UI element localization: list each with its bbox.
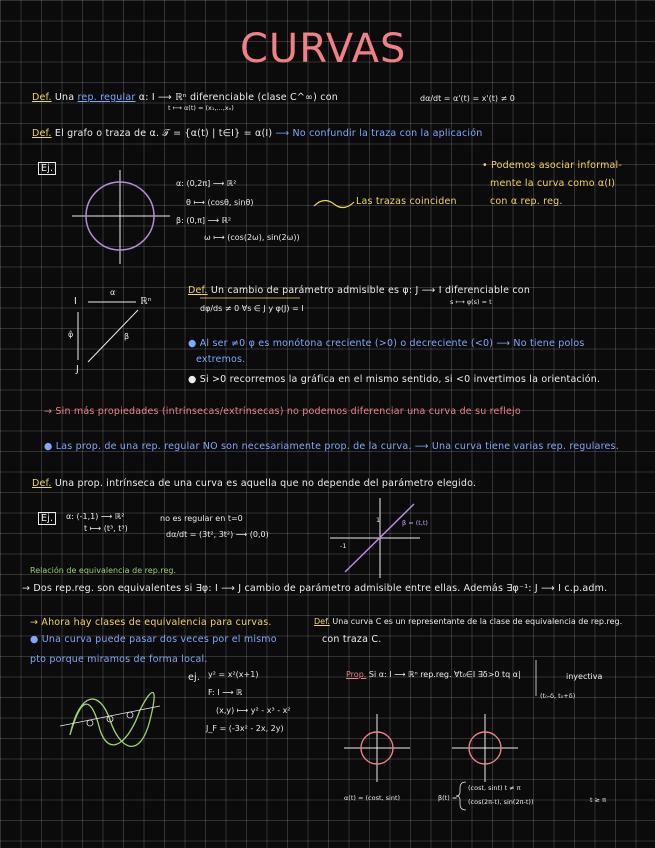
example-label: Ej. — [38, 512, 56, 525]
diagram-alpha: α — [110, 288, 116, 297]
monotone-text: ● Al ser ≠0 φ es monótona creciente (>0) o decreciente (<0) — [188, 338, 494, 349]
def-trace-text: El grafo o traza de α. 𝒯 = {α(t) | t∈I} = α(I) — [54, 128, 273, 139]
def-label: Def. — [32, 128, 52, 139]
def-text-a: Una — [54, 92, 75, 103]
diagram-Rn: ℝⁿ — [140, 296, 152, 307]
alpha-domain: α: (0,2π] ⟶ ℝ² — [176, 179, 237, 188]
def-label: Def. — [314, 617, 330, 626]
brace-icon — [456, 782, 466, 810]
circle-alpha — [344, 714, 410, 782]
def-trace-note: ⟶ No confundir la traza con la aplicación — [275, 128, 483, 139]
circle-beta — [452, 714, 518, 782]
page-title: CURVAS — [240, 26, 407, 72]
ej3-equation: y² = x²(x+1) — [208, 670, 259, 679]
intrinsic-note: → Sin más propiedades (intrínsecas/extrínsecas) no podemos diferenciar una curva de su reflejo — [44, 406, 521, 417]
commutative-diagram — [78, 302, 138, 362]
def-text-b: α: I ⟶ ℝⁿ diferenciable (clase C^∞) con — [138, 92, 338, 103]
def-label: Def. — [188, 285, 208, 296]
ej2-derivative: dα/dt = (3t², 3t²) ⟶ (0,0) — [166, 530, 269, 539]
example-label: ej. — [188, 672, 201, 683]
props-note-b: ⟶ Una curva tiene varias rep. regulares. — [414, 441, 619, 452]
classes-c: pto porque miramos de forma local. — [30, 654, 208, 665]
monotone-cont: extremos. — [196, 354, 246, 365]
alpha-map: θ ⟼ (cosθ, sinθ) — [186, 198, 254, 207]
diagram-phi: φ̂ — [68, 330, 74, 339]
bottom-beta-cond: t ≥ π — [590, 796, 607, 804]
bottom-alpha: α(t) = (cost, sint) — [344, 794, 401, 802]
ej2-not-regular: no es regular en t=0 — [160, 514, 243, 523]
equiv-heading: Relación de equivalencia de rep.reg. — [30, 566, 176, 575]
plot-tick-pos: 1 — [376, 516, 381, 524]
equiv-line: → Dos rep.reg. son equivalentes si ∃φ: I ⟶ J cambio de parámetro admisible entre ellas. Además ∃φ⁻¹: J ⟶ I c.p.adm. — [22, 583, 608, 594]
props-note-a: ● Las prop. de una rep. regular NO son necesariamente prop. de la curva. — [44, 441, 412, 452]
bottom-beta-case2: (cos(2π-t), sin(2π-t)) — [468, 798, 534, 806]
ej3-map: (x,y) ⟼ y² - x³ - x² — [216, 706, 291, 715]
no-poles-note: ⟶ No tiene polos — [496, 338, 585, 349]
prop-injective: inyectiva — [566, 672, 603, 681]
side-note-2: mente la curva como α(I) — [490, 178, 616, 189]
def-param-change-text: Un cambio de parámetro admisible es φ: J ⟶ I diferenciable con — [210, 285, 531, 296]
classes-b: ● Una curva puede pasar dos veces por el mismo — [30, 634, 277, 645]
beta-map: ω ⟼ (cos(2ω), sin(2ω)) — [204, 233, 300, 242]
arrow-icon — [314, 200, 354, 207]
plot-tick-neg: -1 — [340, 542, 347, 550]
classes-a: → Ahora hay clases de equivalencia para curvas. — [30, 617, 272, 628]
bottom-beta-label: β(t) = — [438, 794, 458, 802]
unit-circle-drawing — [72, 170, 170, 264]
def-intrinsic-text: Una prop. intrínseca de una curva es aquella que no depende del parámetro elegido. — [54, 478, 477, 489]
def-param-change-cond: dφ/ds ≠ 0 ∀s ∈ J y φ(J) = I — [200, 304, 304, 313]
def-mapping: t ⟼ α(t) = (x₁,...,xₙ) — [168, 104, 234, 112]
ej2-map: t ⟼ (t³, t³) — [84, 524, 128, 533]
def-term: rep. regular — [77, 92, 136, 103]
def-label: Def. — [32, 478, 52, 489]
def-param-change-sub: s ⟼ φ(s) = t — [450, 298, 492, 306]
diagram-J: J — [76, 364, 80, 375]
side-note-1: • Podemos asociar informal- — [482, 160, 623, 171]
ej3-jacobian: J_F = (-3x² - 2x, 2y) — [206, 724, 284, 733]
diagram-I: I — [74, 296, 78, 307]
ej3-function: F: I ⟶ ℝ — [208, 688, 243, 697]
self-intersecting-curve — [60, 693, 160, 747]
prop-text: Si α: I ⟶ ℝⁿ rep.reg. ∀t₀∈I ∃δ>0 tq α| — [368, 670, 521, 679]
plot-beta-label: β = (t,t) — [402, 519, 428, 527]
def-representative-text2: con traza C. — [322, 634, 382, 645]
diagram-beta: β — [124, 332, 130, 341]
example-label: Ej. — [38, 162, 56, 175]
side-note-3: con α rep. reg. — [490, 196, 563, 207]
def-condition: dα/dt = α'(t) = x'(t) ≠ 0 — [420, 94, 515, 103]
cubic-plot — [330, 498, 420, 578]
orientation-bullet: ● Si >0 recorremos la gráfica en el mismo sentido, si <0 invertimos la orientación. — [188, 374, 601, 385]
bottom-beta-case1: (cost, sint) t ≠ π — [468, 784, 521, 792]
beta-domain: β: (0,π] ⟶ ℝ² — [176, 216, 232, 225]
prop-label: Prop. — [346, 670, 367, 679]
ej2-domain: α: (-1,1) ⟶ ℝ² — [66, 512, 125, 521]
def-label: Def. — [32, 92, 52, 103]
def-representative-text: Una curva C es un representante de la clase de equivalencia de rep.reg. — [332, 617, 623, 626]
traces-coincide-note: Las trazas coinciden — [356, 196, 457, 207]
prop-interval: (t₀-δ, t₀+δ) — [540, 692, 576, 700]
